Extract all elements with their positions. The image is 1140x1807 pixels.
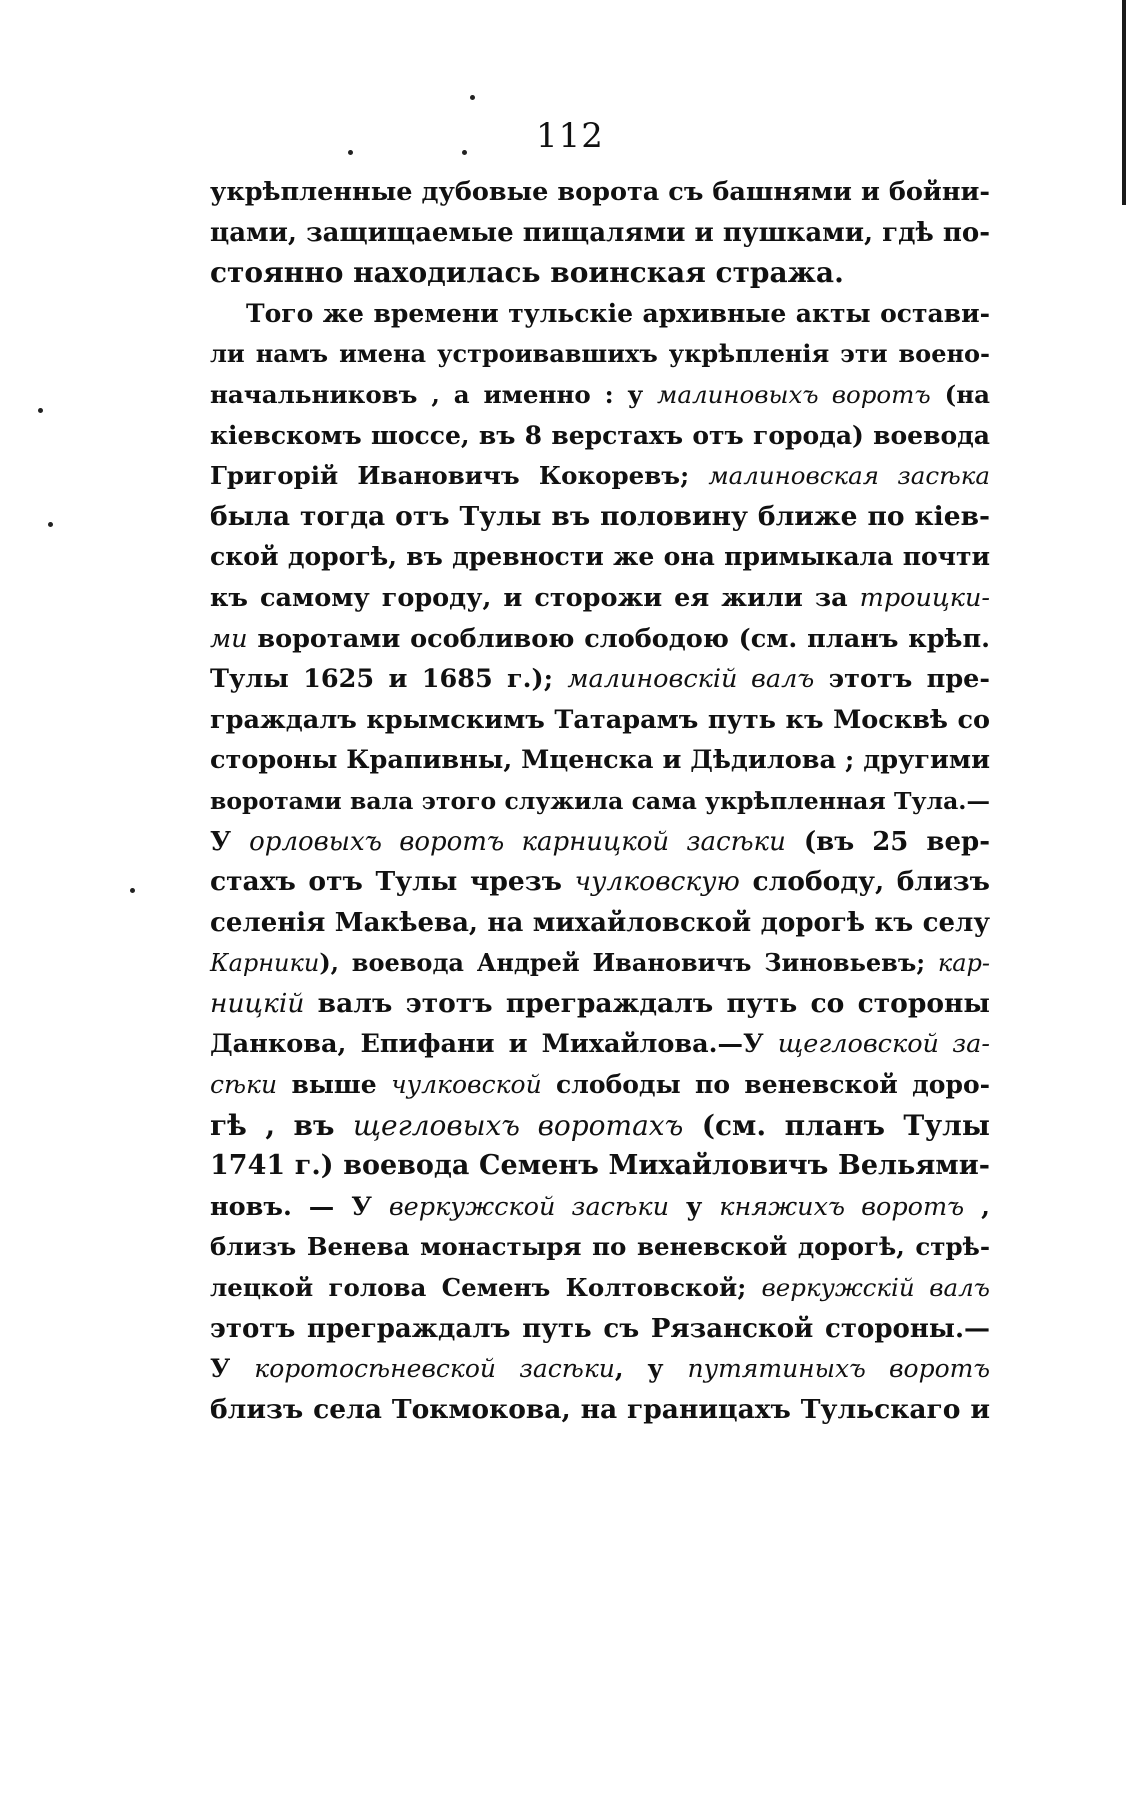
line-text: стахъ отъ Тулы чрезъ <box>210 866 575 898</box>
line-text: воротами особливою слободою (см. планъ крѣп. <box>247 623 990 654</box>
line-text: ской дорогѣ, въ древности же она примыкала почти <box>210 542 990 572</box>
text-line <box>210 781 990 822</box>
italic-text: кар- <box>937 949 990 978</box>
line-text: къ самому городу, и сторожи ея жили за <box>210 582 860 613</box>
italic-text: веркужскій валъ <box>761 1273 991 1303</box>
page-number: 112 <box>536 116 604 156</box>
line-text: Данкова, Епифани и Михайлова.—У <box>210 1029 778 1060</box>
text-line <box>210 1349 990 1390</box>
line-text: близъ села Токмокова, на границахъ Тульскаго и <box>210 1393 990 1425</box>
text-line <box>210 1106 990 1147</box>
text-line <box>210 659 990 700</box>
ink-speck <box>48 522 53 527</box>
line-text: близъ Венева монастыря по веневской дорогѣ, стрѣ- <box>210 1232 990 1262</box>
line-text: У <box>210 826 250 857</box>
line-text: слободы по веневской доро- <box>541 1070 990 1100</box>
text-line <box>210 375 990 416</box>
line-text: (въ 25 вер- <box>785 826 991 857</box>
text-line <box>210 537 990 578</box>
line-text: у <box>669 1191 720 1222</box>
text-line <box>210 740 990 781</box>
line-text: (на <box>930 379 990 409</box>
line-text: гѣ , въ <box>210 1108 353 1142</box>
line-text: укрѣпленные дубовые ворота съ башнями и бойни- <box>210 177 990 207</box>
italic-text: ми <box>210 623 248 654</box>
line-text: , <box>964 1191 990 1222</box>
line-text: У <box>210 1354 255 1384</box>
text-line <box>210 213 990 254</box>
italic-text: щегловыхъ воротахъ <box>352 1108 684 1142</box>
text-line <box>210 700 990 741</box>
italic-text: чулковскую <box>574 866 740 898</box>
text-line <box>210 497 990 538</box>
line-text: Григорій Ивановичъ Кокоревъ; <box>210 461 709 491</box>
text-line <box>210 1024 990 1065</box>
text-line <box>210 1268 990 1309</box>
text-line <box>210 294 990 335</box>
text-line <box>210 822 990 863</box>
italic-text: чулковской <box>391 1070 542 1100</box>
line-text: стороны Крапивны, Мценска и Дѣдилова ; другими <box>210 745 990 776</box>
text-line <box>210 253 990 294</box>
text-line <box>210 578 990 619</box>
line-text: лецкой голова Семенъ Колтовской; <box>210 1273 762 1303</box>
text-line <box>210 456 990 497</box>
italic-text: княжихъ воротъ <box>719 1191 965 1222</box>
line-text: , у <box>614 1354 688 1384</box>
italic-text: ницкій <box>210 987 305 1019</box>
text-line <box>210 1187 990 1228</box>
line-text: ), воевода Андрей Ивановичъ Зиновьевъ; <box>319 948 938 978</box>
line-text: (см. планъ Тулы <box>683 1108 990 1142</box>
italic-text: коротосѣневской засѣки <box>254 1354 615 1384</box>
italic-text: щегловской за- <box>777 1029 990 1060</box>
line-text: этотъ преграждалъ путь съ Рязанской стороны.— <box>210 1313 990 1344</box>
italic-text: веркужской засѣки <box>388 1191 670 1222</box>
italic-text: малиновская засѣка <box>708 461 990 491</box>
text-line <box>210 1065 990 1106</box>
ink-speck <box>38 408 43 413</box>
italic-text: орловыхъ воротъ карницкой засѣки <box>249 826 786 857</box>
italic-text: малиновскій валъ <box>567 664 815 695</box>
text-line <box>210 1309 990 1350</box>
page-edge-rule <box>1122 0 1126 205</box>
text-line <box>210 334 990 375</box>
text-line <box>210 172 990 213</box>
line-text: 1741 г.) воевода Семенъ Михайловичъ Вельями- <box>210 1150 990 1182</box>
text-line <box>210 862 990 903</box>
line-text: Того же времени тульскіе архивные акты остави- <box>246 298 990 328</box>
text-line <box>210 984 990 1025</box>
line-text: Тулы 1625 и 1685 г.); <box>210 664 568 695</box>
line-text: ли намъ имена устроивавшихъ укрѣпленія эти воено- <box>210 339 990 369</box>
text-line <box>210 619 990 660</box>
text-line <box>210 1390 990 1431</box>
italic-text: троицки- <box>859 582 990 613</box>
line-text: кіевскомъ шоссе, въ 8 верстахъ отъ города) воевода <box>210 420 990 450</box>
line-text: была тогда отъ Тулы въ половину ближе по кіев- <box>210 500 990 532</box>
text-line <box>210 1146 990 1187</box>
line-text: новъ. — У <box>210 1191 389 1222</box>
ink-speck <box>130 888 135 893</box>
italic-text: малиновыхъ воротъ <box>657 379 931 409</box>
line-text: слободу, близъ <box>739 866 991 898</box>
line-text: граждалъ крымскимъ Татарамъ путь къ Москвѣ со <box>210 704 990 735</box>
line-text: селенія Макѣева, на михайловской дорогѣ къ селу <box>210 907 990 938</box>
italic-text: сѣки <box>210 1070 278 1100</box>
line-text: воротами вала этого служила сама укрѣпленная Тула.— <box>210 786 990 815</box>
line-text: этотъ пре- <box>814 664 990 695</box>
line-text: валъ этотъ преграждалъ путь со стороны <box>304 987 990 1019</box>
text-line <box>210 1227 990 1268</box>
body-text <box>210 172 990 1430</box>
ink-speck <box>470 95 475 100</box>
text-line <box>210 903 990 944</box>
line-text: стоянно находилась воинская стража. <box>210 256 844 290</box>
line-text: начальниковъ , а именно : у <box>210 379 658 409</box>
line-text: выше <box>277 1070 392 1100</box>
italic-text: Карники <box>210 949 320 978</box>
text-line <box>210 416 990 457</box>
line-text: цами, защищаемые пищалями и пушками, гдѣ по- <box>210 217 990 248</box>
text-line <box>210 943 990 984</box>
italic-text: путятиныхъ воротъ <box>687 1354 990 1384</box>
